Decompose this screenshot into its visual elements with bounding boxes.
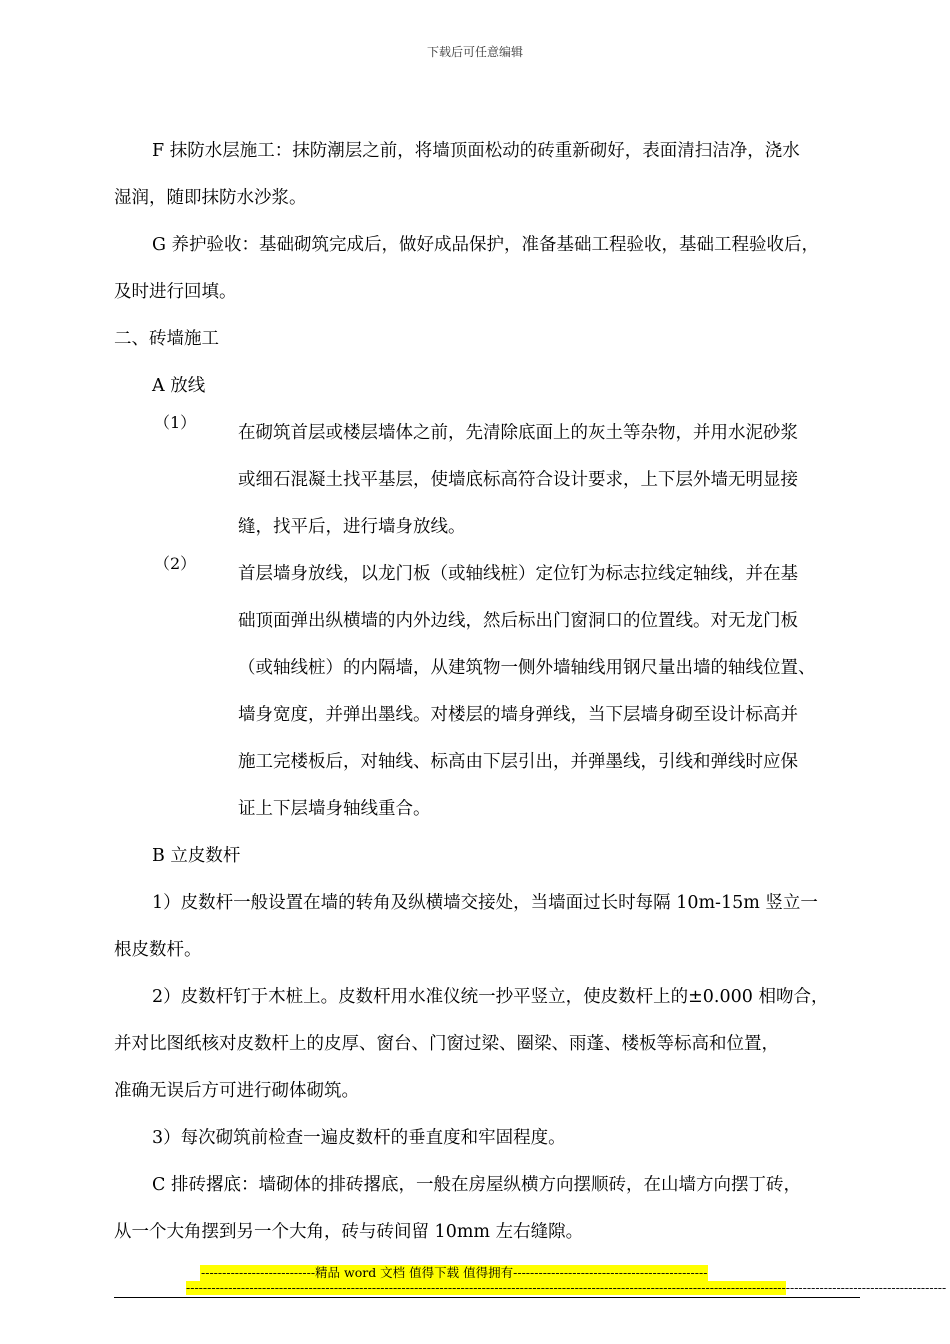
paragraph-g-line2: 及时进行回填。 [114, 282, 237, 302]
paragraph-b2-line3: 准确无误后方可进行砌体砌筑。 [114, 1081, 359, 1101]
numbered-item-1 [114, 410, 864, 551]
paragraph-f-line2: 湿润，随即抹防水沙浆。 [114, 188, 307, 208]
paragraph-b2-line2: 并对比图纸核对皮数杆上的皮厚、窗台、门窗过梁、圈梁、雨蓬、楼板等标高和位置， [114, 1034, 779, 1054]
item-line: 或细石混凝土找平基层，使墙底标高符合设计要求，上下层外墙无明显接 [238, 470, 798, 490]
subheading-b: B 立皮数杆 [152, 846, 241, 866]
item-line: 首层墙身放线，以龙门板（或轴线桩）定位钉为标志拉线定轴线，并在基 [238, 564, 798, 584]
paragraph-g-line1: G 养护验收：基础砌筑完成后，做好成品保护，准备基础工程验收，基础工程验收后， [152, 235, 820, 255]
item-line: 础顶面弹出纵横墙的内外边线，然后标出门窗洞口的位置线。对无龙门板 [238, 611, 798, 631]
item-line: 缝，找平后，进行墙身放线。 [238, 517, 466, 537]
numbered-item-2 [114, 551, 864, 833]
item-line: 证上下层墙身轴线重合。 [238, 799, 431, 819]
paragraph-f-line1: F 抹防水层施工：抹防潮层之前，将墙顶面松动的砖重新砌好，表面清扫洁净，浇水 [152, 141, 800, 161]
page-header: 下载后可任意编辑 [426, 45, 523, 59]
section-heading: 二、砖墙施工 [114, 329, 219, 349]
footer-rule [114, 1297, 860, 1298]
item-number: （1） [154, 413, 197, 432]
footer-banner: ---------------------------精品 word 文档 值得下载 值得拥有---------------------------------------------- [201, 1265, 708, 1280]
document-body [114, 128, 864, 1256]
item-line: 墙身宽度，并弹出墨线。对楼层的墙身弹线，当下层墙身砌至设计标高并 [238, 705, 798, 725]
paragraph-c-line1: C 排砖撂底：墙砌体的排砖撂底，一般在房屋纵横方向摆顺砖，在山墙方向摆丁砖， [152, 1175, 801, 1195]
item-number: （2） [154, 554, 197, 573]
item-line: 施工完楼板后，对轴线、标高由下层引出，并弹墨线，引线和弹线时应保 [238, 752, 798, 772]
subheading-a: A 放线 [152, 376, 206, 396]
paragraph-b1-line2: 根皮数杆。 [114, 940, 202, 960]
paragraph-b3: 3）每次砌筑前检查一遍皮数杆的垂直度和牢固程度。 [152, 1128, 566, 1148]
paragraph-b2-line1: 2）皮数杆钉于木桩上。皮数杆用水准仪统一抄平竖立，使皮数杆上的±0.000 相吻合， [152, 987, 829, 1007]
footer-dash-line: ------------------------------------------------------------------------------------------------------------------------------------------------------------------------------------ [186, 1280, 947, 1295]
paragraph-b1-line1: 1）皮数杆一般设置在墙的转角及纵横墙交接处，当墙面过长时每隔 10m-15m 竖立一 [152, 893, 818, 913]
item-line: 在砌筑首层或楼层墙体之前，先清除底面上的灰土等杂物，并用水泥砂浆 [238, 423, 798, 443]
paragraph-c-line2: 从一个大角摆到另一个大角，砖与砖间留 10mm 左右缝隙。 [114, 1222, 584, 1242]
item-line: （或轴线桩）的内隔墙，从建筑物一侧外墙轴线用钢尺量出墙的轴线位置、 [238, 658, 816, 678]
